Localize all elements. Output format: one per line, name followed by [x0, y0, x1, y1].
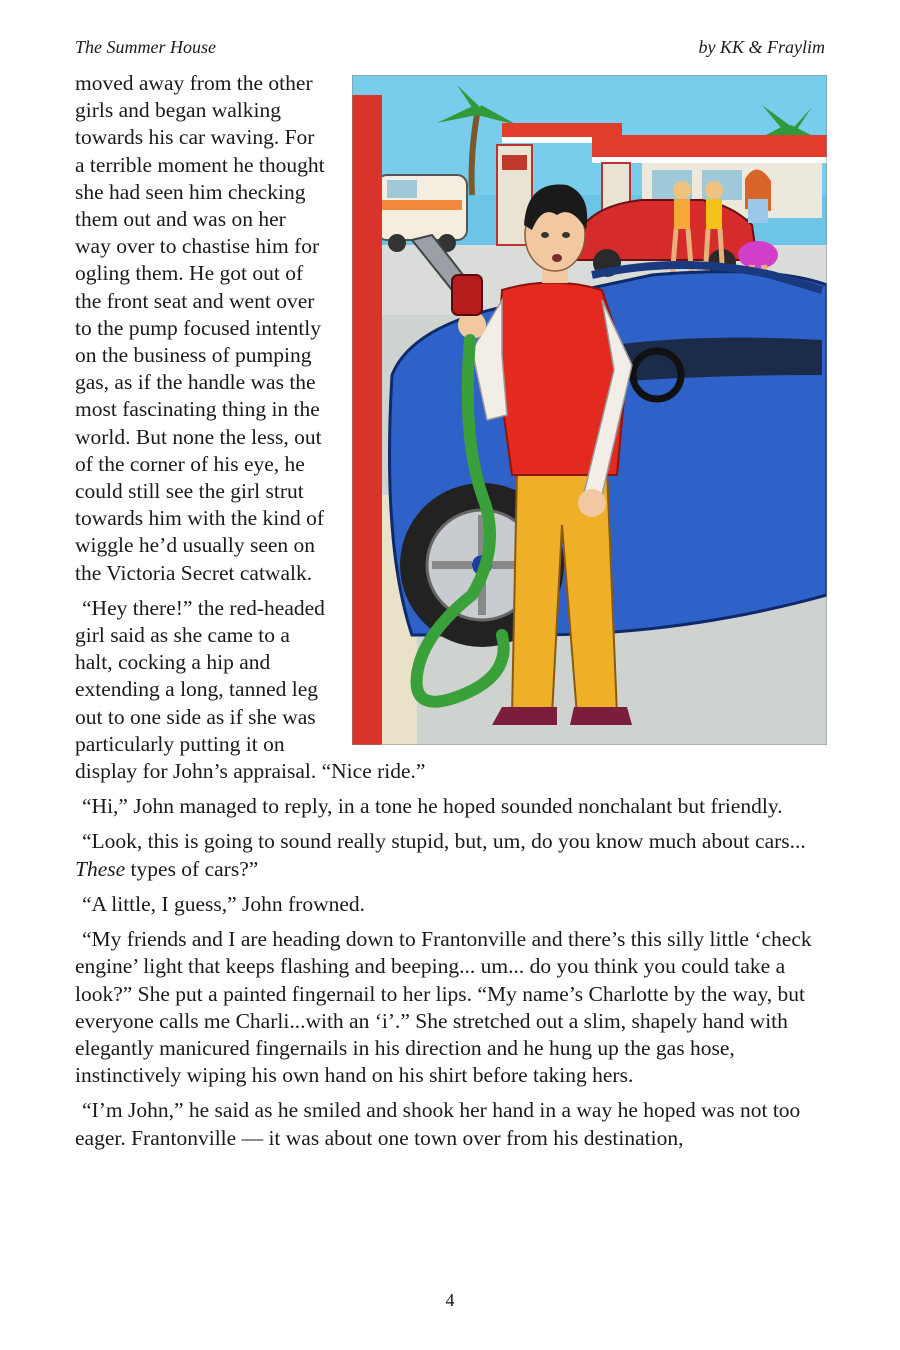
- paragraph-7: “I’m John,” he said as he smiled and shook her hand in a way he hoped was not too eager. Frantonville — it was about one town over from his destination,: [75, 1098, 801, 1150]
- paragraph-4-start: “Look, this is going to sound really stupid, but, um, do you know much about cars...: [82, 829, 806, 854]
- paragraph-3: “Hi,” John managed to reply, in a tone he hoped sounded nonchalant but friendly.: [82, 794, 783, 819]
- gas-station-illustration: [352, 75, 827, 745]
- page-number: 4: [445, 1290, 455, 1310]
- running-header-authors: by KK & Fraylim: [698, 37, 825, 57]
- paragraph-1: moved away from the other girls and began walking towards his car waving. For a terrible moment he thought she had seen him checking them out and was on her way over to chastise him for ogling them. He got out of the front seat and went over to the pump focused intently on the business of pumping gas, as if the handle was the most fascinating thing in the world. But none the less, out of the corner of his eye, he could still see the girl strut towards him with the kind of wiggle he’d usually seen on the Victoria Secret catwalk.: [75, 71, 325, 585]
- paragraph-4-end: types of cars?”: [125, 856, 259, 881]
- paragraph-6: “My friends and I are heading down to Frantonville and there’s this silly little ‘check engine’ light that keeps flashing and beeping... um... do you think you could take a look?” She put a painted fingernail to her lips. “My name’s Charlotte by the way, but everyone calls me Charli...with an ‘i’.” She stretched out a slim, shapely hand with elegantly manicured fingernails in his direction and he hung up the gas hose, instinctively wiping his own hand on his shirt before taking hers.: [75, 927, 812, 1088]
- paragraph-2: “Hey there!” the red-headed girl said as she came to a halt, cocking a hip and extending a long, tanned leg out to one side as if she was particularly putting it on display for John’s appraisal. “Nice ride.”: [75, 595, 426, 784]
- paragraph-4-emphasis: These: [75, 856, 126, 881]
- body-text: [75, 70, 827, 1160]
- paragraph-4: [75, 828, 827, 882]
- running-header-title: The Summer House: [75, 37, 216, 57]
- paragraph-5: “A little, I guess,” John frowned.: [82, 891, 366, 916]
